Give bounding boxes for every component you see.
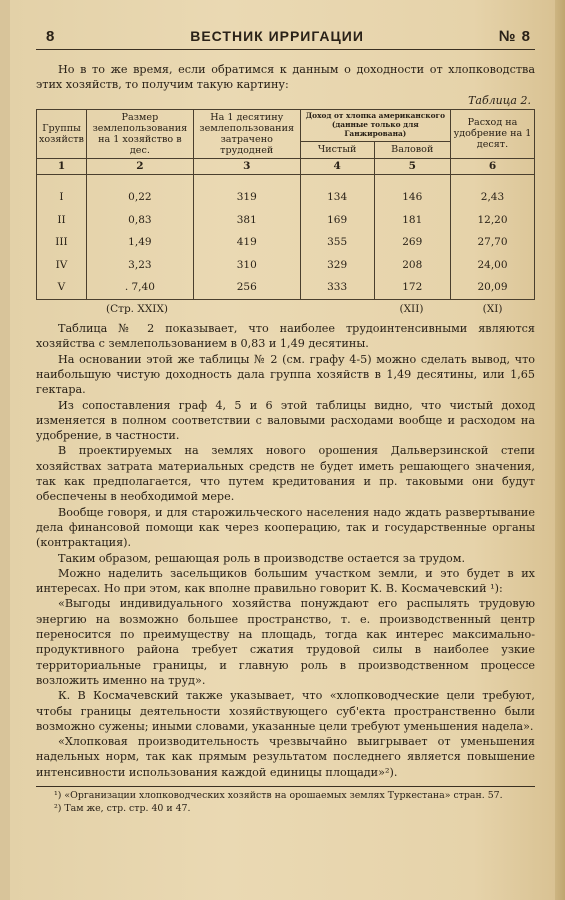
cell-land-size: 1,49 bbox=[86, 232, 193, 255]
cell-group: IV bbox=[37, 254, 87, 277]
quote-paragraph: «Выгоды индивидуального хозяйства понуждают его распылять трудовую энергию на возможно большее пространство, т. е. производственный центр переносится по преимуществу на площадь, тогда как интерес максимально-продуктивного района требует сжатия трудовой силы в наиболее узкие территориальные границы, и главную роль в производственном процессе возложить именно на труд». bbox=[36, 597, 535, 687]
page-number: 8 bbox=[46, 28, 56, 45]
cell-land-size: 3,23 bbox=[86, 254, 193, 277]
journal-title: ВЕСТНИК ИРРИГАЦИИ bbox=[190, 28, 364, 44]
data-table bbox=[36, 109, 535, 301]
page bbox=[10, 0, 555, 900]
cell-land-size: 0,22 bbox=[86, 187, 193, 210]
cell-gross: 181 bbox=[374, 209, 450, 232]
cell-fertilizer: 24,00 bbox=[450, 254, 534, 277]
cell-labor: 319 bbox=[193, 187, 300, 210]
source-col5: (XII) bbox=[399, 303, 424, 316]
cell-land-size: 0,83 bbox=[86, 209, 193, 232]
header-groups: Группы хозяйств bbox=[37, 109, 87, 158]
cell-net: 329 bbox=[300, 254, 374, 277]
body-paragraph: Из сопоставления граф 4, 5 и 6 этой таблицы видно, что чистый доход изменяется в полном соответствии с валовыми расходами вообще и расходом на удобрение, в частности. bbox=[36, 398, 535, 443]
header-labor: На 1 десятину землепользования затрачено трудодней bbox=[193, 109, 300, 158]
col-number: 6 bbox=[450, 158, 534, 174]
table-row bbox=[37, 277, 535, 300]
body-paragraph: Вообще говоря, и для старожильческого населения надо ждать развертывание дела финансовой помощи как через кооперацию, так и государственные органы (контрактация). bbox=[36, 505, 535, 550]
table-row bbox=[37, 232, 535, 255]
cell-net: 355 bbox=[300, 232, 374, 255]
cell-fertilizer: 27,70 bbox=[450, 232, 534, 255]
footnote: ¹) «Организации хлопководческих хозяйств на орошаемых землях Туркестана» стран. 57. bbox=[54, 790, 503, 801]
cell-net: 333 bbox=[300, 277, 374, 300]
cell-net: 134 bbox=[300, 187, 374, 210]
col-number: 3 bbox=[193, 158, 300, 174]
header-net: Чистый bbox=[300, 141, 374, 158]
body-paragraph: Можно наделить засельщиков большим участком земли, и это будет в их интересах. Но при этом, как вполне правильно говорит К. В. Космачевский ¹): bbox=[36, 566, 535, 596]
col-number: 2 bbox=[86, 158, 193, 174]
cell-labor: 256 bbox=[193, 277, 300, 300]
body-paragraph: В проектируемых на землях нового орошения Дальверзинской степи хозяйствах затрата материальных средств не будет иметь решающего значения, так как предполагается, что путем кредитования и пр. таковыми они будут обеспечены в необходимой мере. bbox=[36, 444, 535, 504]
cell-gross: 208 bbox=[374, 254, 450, 277]
footnote: ²) Там же, стр. стр. 40 и 47. bbox=[54, 802, 191, 814]
cell-fertilizer: 2,43 bbox=[450, 187, 534, 210]
source-col6: (XI) bbox=[482, 303, 503, 316]
running-header bbox=[36, 28, 535, 50]
cell-gross: 146 bbox=[374, 187, 450, 210]
table-row bbox=[37, 254, 535, 277]
source-col2: (Стр. XXIX) bbox=[106, 303, 169, 316]
cell-gross: 172 bbox=[374, 277, 450, 300]
header-fertilizer: Расход на удобрение на 1 десят. bbox=[450, 109, 534, 158]
col-number: 5 bbox=[374, 158, 450, 174]
table-caption: Таблица 2. bbox=[468, 93, 531, 107]
col-number: 1 bbox=[37, 158, 87, 174]
issue-number: № 8 bbox=[498, 28, 531, 45]
cell-fertilizer: 20,09 bbox=[450, 277, 534, 300]
table-row bbox=[37, 209, 535, 232]
table-spacer-row bbox=[37, 174, 535, 187]
body-paragraph: На основании этой же таблицы № 2 (см. графу 4-5) можно сделать вывод, что наибольшую чистую доходность дала группа хозяйств в 1,49 десятины, или 1,65 гектара. bbox=[36, 352, 535, 397]
table-sources bbox=[36, 303, 535, 315]
quote-paragraph: «Хлопковая производительность чрезвычайно выигрывает от уменьшения надельных норм, так как прямым результатом последнего является повышение интенсивности использования каждой единицы площади»²). bbox=[36, 735, 535, 779]
cell-group: V bbox=[37, 277, 87, 300]
body-paragraph: Таблица № 2 показывает, что наиболее трудоинтенсивными являются хозяйства с землепользованием в 0,83 и 1,49 десятины. bbox=[36, 322, 535, 351]
header-income-group: Доход от хлопка американского (данные только для Ганжирована) bbox=[300, 109, 450, 141]
header-land-size: Размер землепользования на 1 хозяйство в дес. bbox=[86, 109, 193, 158]
col-number: 4 bbox=[300, 158, 374, 174]
cell-net: 169 bbox=[300, 209, 374, 232]
cell-labor: 381 bbox=[193, 209, 300, 232]
cell-fertilizer: 12,20 bbox=[450, 209, 534, 232]
table-row bbox=[37, 187, 535, 210]
header-gross: Валовой bbox=[374, 141, 450, 158]
footnotes bbox=[36, 786, 535, 815]
cell-group: III bbox=[37, 232, 87, 255]
body-paragraph: К. В Космачевский также указывает, что «хлопководческие цели требуют, чтобы границы деятельности хозяйствующего суб'екта пространственно были возможно сужены; иными словами, указанные цели требуют уменьшения надела». bbox=[36, 689, 535, 733]
cell-group: I bbox=[37, 187, 87, 210]
cell-group: II bbox=[37, 209, 87, 232]
cell-labor: 310 bbox=[193, 254, 300, 277]
cell-labor: 419 bbox=[193, 232, 300, 255]
cell-gross: 269 bbox=[374, 232, 450, 255]
intro-paragraph: Но в то же время, если обратимся к данным о доходности от хлопководства этих хозяйств, то получим такую картину: bbox=[36, 63, 535, 92]
cell-land-size: . 7,40 bbox=[86, 277, 193, 300]
body-paragraph: Таким образом, решающая роль в производстве остается за трудом. bbox=[58, 551, 466, 565]
page-edge bbox=[555, 0, 565, 900]
